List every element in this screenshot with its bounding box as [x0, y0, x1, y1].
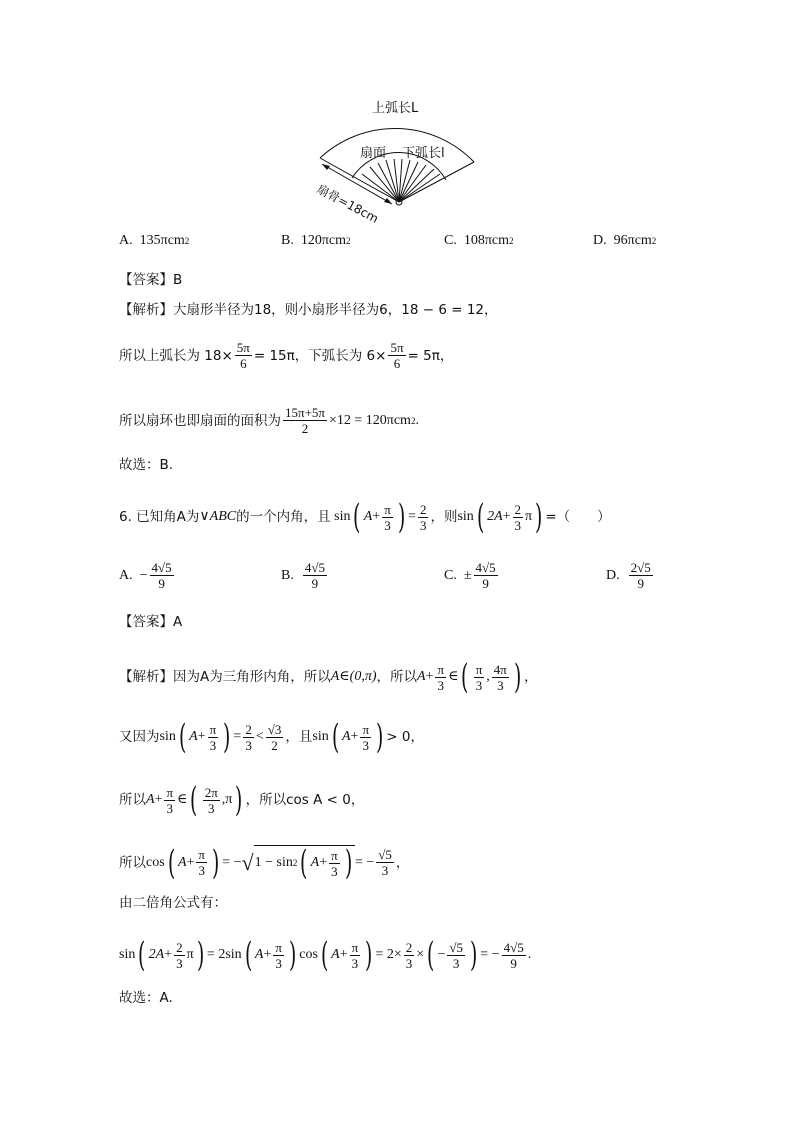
- fraction: [329, 848, 340, 879]
- frac-den: 9: [637, 576, 644, 591]
- paren-group: ( A + $\frac{\pi}{3}$ ): [178, 717, 231, 757]
- q5-option-b-label: B.: [281, 233, 294, 248]
- frac-num: π: [166, 784, 174, 800]
- q6-l6-e: = −: [480, 947, 500, 962]
- upper-arc-label: 上弧长L: [372, 101, 419, 116]
- frac-num: √3: [267, 721, 282, 737]
- frac-num: π: [331, 847, 338, 863]
- fraction: [418, 502, 429, 533]
- frac-num: π: [362, 721, 370, 737]
- q5-option-d-label: D.: [593, 233, 607, 248]
- q5-l3-sup: 2: [410, 415, 416, 426]
- frac-num: 15π+5π: [285, 405, 325, 420]
- q6-l2-d: ，且: [285, 729, 313, 745]
- q6-stem-c: ，则: [430, 509, 458, 525]
- q6-option-c-label: C.: [444, 567, 457, 583]
- q6-option-a-label: A.: [119, 567, 133, 583]
- q5-option-c: [444, 233, 514, 249]
- q6-l2-a: 又因为: [119, 729, 160, 745]
- frac-den: 3: [452, 955, 460, 971]
- frac-den: 3: [245, 737, 252, 753]
- fraction: [382, 502, 393, 533]
- q5-l3-c: .: [415, 412, 419, 428]
- paren-group: ( A + $\frac{\pi}{3}$ ): [320, 935, 373, 975]
- frac-den: 3: [275, 955, 282, 971]
- q5-solution-line1: 【解析】大扇形半径为18，则小扇形半径为6，18 − 6 = 12，: [119, 302, 498, 318]
- q5-option-a-value: 135πcm: [139, 233, 185, 248]
- plus-minus-sign: ±: [463, 567, 472, 583]
- q6-solution-line1: 【解析】因为A为三角形内角，所以 A∈(0,π) ，所以 A + $\frac{\pi}{3}$ ∈ ( $\frac{\pi}{3}$ , $\frac{4\pi}{3}$ ) ，: [119, 657, 538, 697]
- paren-group: ( A + $\frac{\pi}{3}$ ): [244, 935, 297, 975]
- frac-den: 3: [419, 517, 427, 533]
- fraction: [376, 847, 394, 878]
- frac-den: 3: [384, 517, 391, 533]
- fraction: [266, 722, 284, 753]
- frac-den: 9: [311, 576, 319, 591]
- frac-den: 9: [482, 576, 489, 591]
- q5-l2-c: = 5π，: [407, 347, 454, 364]
- q5-option-c-label: C.: [444, 233, 457, 248]
- fraction: [203, 785, 220, 816]
- q5-option-d-sup: 2: [651, 236, 657, 246]
- two-a: 2A: [148, 947, 165, 962]
- q5-solution-line3: [119, 405, 419, 436]
- rib-label: 扇骨=18cm: [314, 181, 381, 226]
- frac-num: π: [384, 501, 391, 517]
- q6-solution-line5: 由二倍角公式有：: [119, 895, 227, 911]
- frac-den: 3: [437, 677, 445, 693]
- q6-l2-e: > 0，: [386, 729, 424, 745]
- fraction: [474, 560, 498, 591]
- frac-num: π: [275, 939, 282, 955]
- frac-den: 3: [176, 955, 183, 971]
- sqrt-radicand: [254, 843, 355, 883]
- paren-group: ( 2A + $\frac{2}{3}$ π ): [476, 497, 543, 537]
- frac-den: 3: [331, 863, 338, 879]
- fraction: [273, 940, 284, 971]
- q6-l6-c: = 2×: [375, 947, 402, 962]
- paren-group: ( − $\frac{√5}{3}$ ): [427, 935, 478, 975]
- q5-option-b: [281, 233, 351, 249]
- q6-option-c: [444, 560, 500, 591]
- q5-option-c-value: 108πcm: [463, 233, 510, 248]
- fan-face-label: 扇面: [360, 146, 387, 161]
- q6-option-d-label: D.: [606, 567, 620, 583]
- frac-num: 2: [419, 501, 427, 517]
- frac-num: π: [475, 661, 483, 677]
- q5-option-c-sup: 2: [509, 236, 514, 246]
- minus-sign: −: [139, 567, 148, 583]
- frac-num: 2: [514, 501, 522, 517]
- frac-num: 4√5: [304, 560, 325, 575]
- q6-stem-a: 6. 已知角A为: [119, 509, 200, 525]
- fraction: [629, 560, 653, 591]
- q6-l2-b: =: [233, 729, 242, 744]
- frac-num: 2: [245, 721, 252, 737]
- q6-l3-b: ∈: [177, 792, 188, 807]
- frac-den: 3: [351, 955, 359, 971]
- q6-l4-e: ，: [395, 854, 410, 871]
- triangle-symbol: ∨ABC: [199, 509, 237, 524]
- q6-l3-c: ，所以cos A < 0，: [245, 792, 365, 808]
- two-a: 2A: [487, 509, 503, 524]
- fraction: [474, 662, 485, 693]
- frac-num: π: [351, 939, 359, 955]
- frac-num: 4√5: [151, 560, 172, 575]
- frac-den: 3: [475, 677, 483, 693]
- fraction: [513, 502, 524, 533]
- q5-l2-a: 所以上弧长为 18×: [119, 347, 233, 364]
- frac-den: 3: [497, 677, 504, 693]
- q6-solution-line2: 又因为 sin ( A + $\frac{\pi}{3}$ ) = $\frac{2}{3}$ < $\frac{√3}{2}$ ，且 sin ( A + $\frac{\pi}{3}$ ) > 0，: [119, 717, 424, 757]
- frac-den: 3: [207, 800, 215, 816]
- q6-option-b-label: B.: [281, 567, 294, 583]
- q5-option-d-value: 96πcm: [613, 233, 652, 248]
- frac-num: 4√5: [475, 560, 496, 575]
- frac-num: 4√5: [503, 939, 524, 955]
- fraction: [235, 340, 252, 371]
- q6-l4-b: = −: [222, 854, 242, 870]
- fraction: [303, 560, 327, 591]
- frac-den: 9: [510, 955, 517, 971]
- fraction: [196, 847, 207, 878]
- q5-option-a: [119, 233, 189, 249]
- frac-num: π: [437, 661, 445, 677]
- paren-group: ( A + $\frac{\pi}{3}$ ): [167, 842, 220, 883]
- frac-den: 9: [158, 576, 165, 591]
- frac-num: π: [209, 721, 217, 737]
- fraction: [350, 940, 361, 971]
- q6-l1-e: ，: [524, 669, 538, 685]
- q6-l3-a: 所以: [119, 792, 146, 808]
- frac-num: π: [198, 847, 205, 862]
- fraction: [164, 785, 175, 816]
- frac-den: 6: [240, 356, 247, 371]
- paren-group: ( A + $\frac{\pi}{3}$ ): [353, 497, 406, 537]
- frac-num: 2√5: [630, 560, 651, 575]
- q5-option-a-label: A.: [119, 233, 133, 248]
- fraction: [388, 340, 405, 371]
- q6-solution-line3: 所以 A + $\frac{\pi}{3}$ ∈ ( $\frac{2\pi}{3}$ , π ) ，所以cos A < 0，: [119, 780, 365, 820]
- q6-stem: 6. 已知角A为 ∨ABC 的一个内角，且 sin ( A + $\frac{\pi}{3}$ ) = $\frac{2}{3}$ ，则 sin ( 2A + $\frac{2}{3}$ π ) =（ ）: [119, 497, 611, 537]
- frac-num: 2π: [204, 784, 218, 800]
- q5-option-d: [593, 233, 656, 249]
- q6-l1-d: ∈: [448, 669, 459, 684]
- q6-solution-line6: sin ( 2A + $\frac{2}{3}$ π ) = 2sin ( A + $\frac{\pi}{3}$ ) cos ( A + $\frac{\pi}{3}$ ) = 2× $\frac{2}{3}$ × ( − $\frac{√5}{3}$ ) = − $\frac{4√5}{9}$ .: [119, 935, 532, 975]
- frac-num: √5: [378, 847, 392, 862]
- q6-option-a: [119, 560, 176, 591]
- frac-den: 2: [301, 421, 309, 436]
- fraction: [150, 560, 174, 591]
- q6-conclusion: 故选：A.: [119, 990, 173, 1006]
- frac-den: 3: [381, 863, 389, 878]
- fraction: [283, 405, 327, 436]
- frac-den: 3: [209, 737, 217, 753]
- paren-group: ( A + $\frac{\pi}{3}$ ): [331, 717, 384, 757]
- fraction: [360, 722, 371, 753]
- frac-num: 2: [405, 939, 413, 955]
- fraction: [502, 940, 526, 971]
- q5-option-a-sup: 2: [184, 236, 190, 246]
- paren-group: ( 2A + $\frac{2}{3}$ π ): [138, 935, 204, 975]
- frac-num: 5π: [236, 340, 250, 355]
- fraction: [447, 940, 465, 971]
- q6-option-d: [606, 560, 655, 591]
- fraction: [243, 722, 254, 753]
- frac-num: 2: [176, 939, 183, 955]
- q6-stem-d: =（ ）: [545, 509, 611, 525]
- paren-group: ( $\frac{\pi}{3}$ , $\frac{4\pi}{3}$ ): [461, 657, 522, 697]
- paren-group: ( $\frac{2\pi}{3}$ , π ): [190, 780, 243, 820]
- frac-den: 2: [271, 737, 278, 753]
- q5-l3-a: 所以扇环也即扇面的面积为: [119, 412, 281, 429]
- q5-conclusion: 故选：B.: [119, 457, 174, 473]
- q6-l6-f: .: [527, 947, 532, 962]
- q5-solution-line2: [119, 340, 453, 371]
- fraction: [435, 662, 446, 693]
- fraction: [174, 940, 185, 971]
- q6-answer: 【答案】A: [119, 614, 183, 630]
- q6-option-b: [281, 560, 329, 591]
- frac-den: 3: [198, 863, 205, 878]
- fraction: [208, 722, 219, 753]
- lower-arc-label: 下弧长l: [402, 146, 445, 161]
- q6-l6-d: ×: [416, 947, 425, 962]
- frac-num: 4π: [493, 661, 507, 677]
- frac-den: 3: [166, 800, 173, 816]
- frac-num: √5: [449, 939, 463, 955]
- paren-group: ( A + $\frac{\pi}{3}$ ): [300, 843, 352, 883]
- q5-option-b-value: 120πcm: [300, 233, 347, 248]
- q6-l4-c: 1 − sin: [254, 855, 293, 870]
- q6-l6-b: cos: [299, 947, 318, 962]
- frac-den: 3: [362, 737, 369, 753]
- pi-symbol: π: [225, 792, 233, 807]
- frac-den: 3: [405, 955, 413, 971]
- q5-answer: 【答案】B: [119, 272, 183, 288]
- q6-l4-d: = −: [354, 854, 375, 870]
- q5-l2-b: = 15π，下弧长为 6×: [253, 347, 387, 364]
- q6-solution-line4: 所以 cos ( A + $\frac{\pi}{3}$ ) = − √ 1 − sin 2 ( A + $\frac{\pi}{3}$ ) = − $\frac{√5}{3}$ ，: [119, 842, 410, 883]
- q6-l1-c: ，所以: [376, 669, 418, 685]
- frac-num: 5π: [390, 340, 404, 355]
- q6-l4-a: 所以: [119, 854, 146, 871]
- minus-sign: −: [437, 947, 446, 962]
- fraction: [404, 940, 415, 971]
- q6-l4-sup: 2: [292, 858, 298, 868]
- frac-den: 3: [514, 517, 522, 533]
- frac-den: 6: [393, 356, 401, 371]
- q6-l2-c: <: [255, 729, 264, 744]
- q5-l3-b: ×12 = 120πcm: [328, 412, 411, 428]
- q6-stem-b: 的一个内角，且: [236, 509, 331, 525]
- q5-option-b-sup: 2: [346, 236, 351, 246]
- fraction: [492, 662, 509, 693]
- q6-l1-a: 【解析】因为A为三角形内角，所以: [119, 669, 331, 685]
- q6-l1-b: A∈(0,π): [330, 669, 377, 684]
- q6-l6-a: = 2sin: [206, 947, 242, 962]
